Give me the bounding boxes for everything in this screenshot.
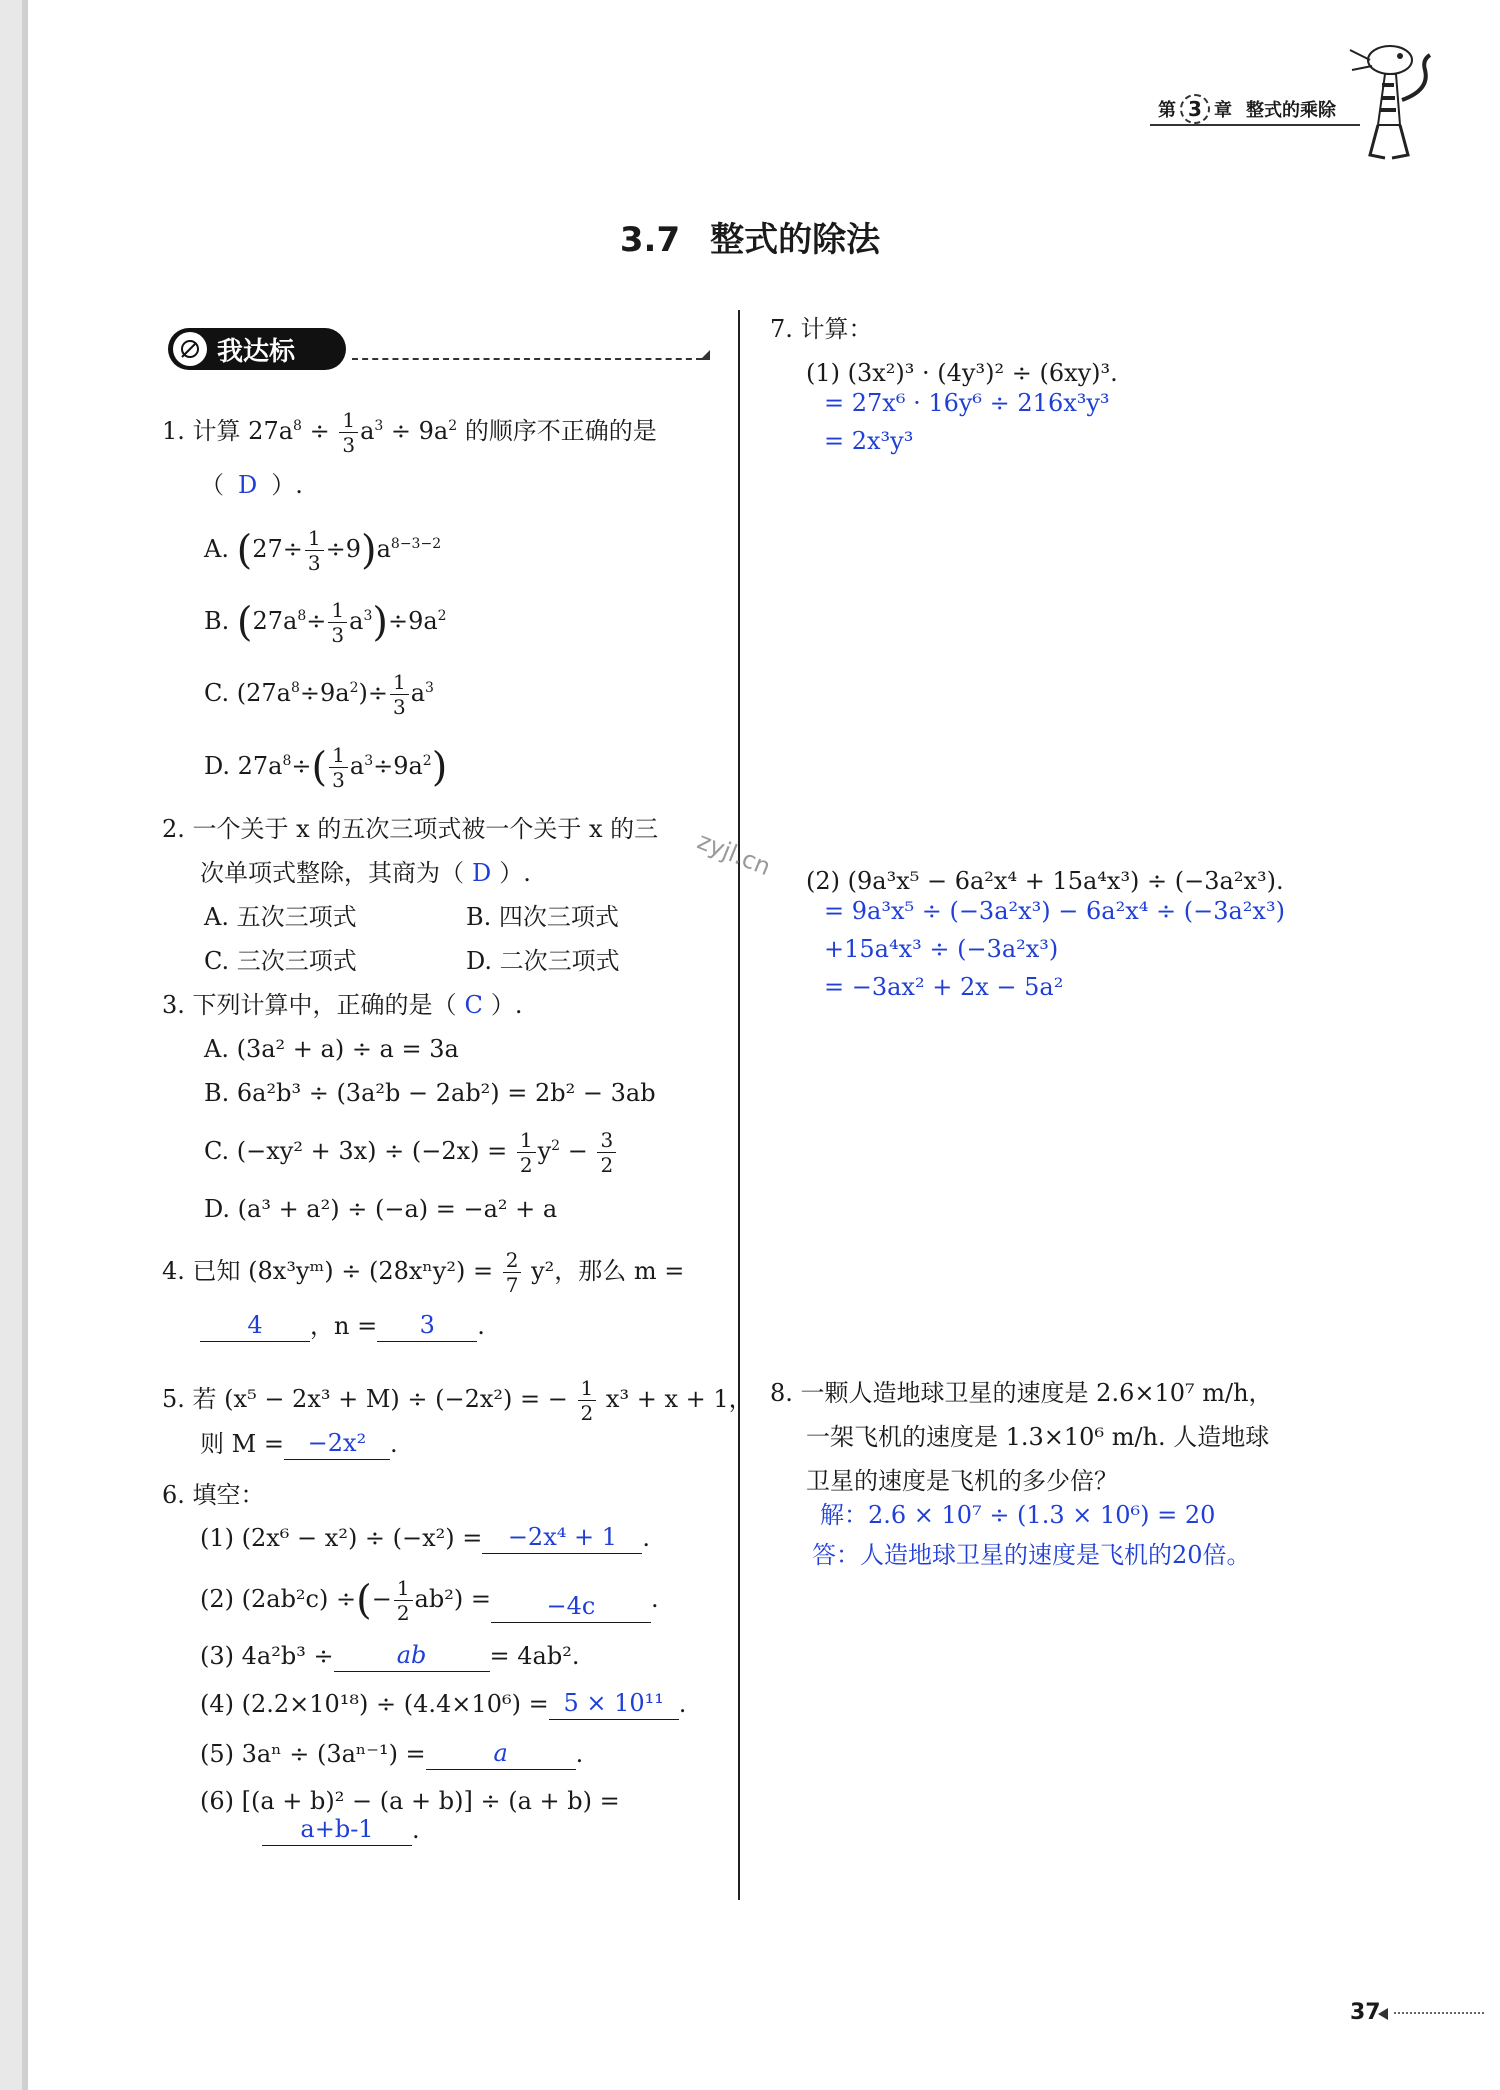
q5-line2: 则 M = −2x² .: [200, 1428, 398, 1460]
q1-option-b: B. ($27a^8\div$ $\frac{1}{3}$ $a^3)\div 9a^2$: [204, 598, 447, 647]
q1-stem: 1. 计算 $27a^8$ ÷ $\frac{1}{3}$ $a^3 \div 9a^2$ 的顺序不正确的是: [162, 408, 657, 457]
q4-answer-n: 3: [377, 1310, 477, 1342]
q3-option-d: D. (a³ + a²) ÷ (−a) = −a² + a: [204, 1195, 558, 1223]
q6-answer5: a: [426, 1738, 576, 1770]
q1-number: 1.: [162, 417, 185, 445]
page-edge-shadow: [22, 0, 28, 2090]
q7-step1-2: = 2x³y³: [824, 427, 914, 455]
tiger-mascot-icon: [1330, 30, 1450, 170]
q6-part6: (6) [(a + b)² − (a + b)] ÷ (a + b) =: [200, 1787, 620, 1815]
page-edge: [0, 0, 22, 2090]
q1-option-d: D. $27a^8\div$( $\frac{1}{3}$ $a^3\div 9a^2$): [204, 743, 448, 792]
q7-step2-2: +15a⁴x³ ÷ (−3a²x³): [824, 935, 1059, 963]
page-dash-line: [1394, 2012, 1484, 2014]
q3-option-b: B. 6a²b³ ÷ (3a²b − 2ab²) = 2b² − 3ab: [204, 1079, 656, 1107]
header-rule: [1150, 124, 1360, 126]
q2-option-d: D. 二次三项式: [466, 947, 620, 975]
q1-answer-line: （ D ）.: [200, 471, 303, 499]
q6-part6-answer-line: a+b-1 .: [262, 1814, 420, 1846]
q6-part2: (2) (2ab²c) ÷(− $\frac{1}{2}$ ab²) = −4c .: [200, 1576, 659, 1625]
q1-stem-a: 计算 27a: [192, 417, 294, 445]
q3-stem: 3. 下列计算中，正确的是（ C ）.: [162, 991, 523, 1019]
q4-answers: 4 ，n = 3 .: [200, 1310, 485, 1342]
badge-dash-line: [352, 358, 702, 360]
q2-option-a: A. 五次三项式: [204, 903, 357, 931]
q1-option-a: A. (27÷ $\frac{1}{3}$ $\div 9)a^{8-3-2}$: [204, 526, 442, 575]
q7-part1: (1) (3x²)³ · (4y³)² ÷ (6xy)³.: [806, 359, 1118, 387]
q2-line1: 2. 一个关于 x 的五次三项式被一个关于 x 的三: [162, 815, 659, 843]
q2-line2: 次单项式整除，其商为（ D ）.: [200, 859, 531, 887]
q2-answer: D: [472, 859, 492, 887]
q6-answer1: −2x⁴ + 1: [482, 1522, 642, 1554]
q8-line1: 8. 一颗人造地球卫星的速度是 2.6×10⁷ m/h，: [770, 1379, 1273, 1407]
q1-answer: D: [238, 471, 258, 499]
section-title: [0, 212, 1500, 261]
q6-part5: (5) 3aⁿ ÷ (3aⁿ⁻¹) = a .: [200, 1738, 583, 1770]
q6-title: 6. 填空：: [162, 1481, 265, 1509]
q7-step1-1: = 27x⁶ · 16y⁶ ÷ 216x³y³: [824, 389, 1110, 417]
q8-answer: 答：人造地球卫星的速度是飞机的20倍。: [812, 1541, 1251, 1569]
chapter-prefix: 第: [1158, 100, 1176, 121]
q3-option-a: A. (3a² + a) ÷ a = 3a: [204, 1035, 459, 1063]
chapter-header: [1158, 94, 1336, 124]
q7-step2-3: = −3ax² + 2x − 5a²: [824, 973, 1064, 1001]
q4-answer-m: 4: [200, 1310, 310, 1342]
chapter-suffix: 章: [1214, 100, 1232, 121]
column-divider: [738, 310, 740, 1900]
q6-answer3: ab: [334, 1640, 490, 1672]
q6-answer2: −4c: [491, 1591, 651, 1623]
target-icon: [173, 332, 207, 366]
badge-wodabiao: [168, 328, 346, 370]
q5-answer: −2x²: [284, 1428, 390, 1460]
q3-option-c: C. (−xy² + 3x) ÷ (−2x) = $\frac{1}{2}$ $y^2$ − $\frac{3}{2}$: [204, 1130, 618, 1175]
q7-step2-1: = 9a³x⁵ ÷ (−3a²x³) − 6a²x⁴ ÷ (−3a²x³): [824, 897, 1285, 925]
q5-stem: 5. 若 (x⁵ − 2x³ + M) ÷ (−2x²) = − $\frac{1}{2}$ x³ + x + 1，: [162, 1376, 753, 1425]
q6-answer4: 5 × 10¹¹: [549, 1688, 679, 1720]
q7-title: 7. 计算：: [770, 315, 873, 343]
q1-option-c: C. $(27a^8\div 9a^2)\div$ $\frac{1}{3}$ $a^3$: [204, 670, 434, 719]
q2-option-b: B. 四次三项式: [466, 903, 619, 931]
chapter-title: 整式的乘除: [1246, 100, 1336, 121]
q6-part1: (1) (2x⁶ − x²) ÷ (−x²) = −2x⁴ + 1 .: [200, 1522, 650, 1554]
q8-line3: 卫星的速度是飞机的多少倍？: [806, 1467, 1118, 1495]
page-number: 37: [1350, 2000, 1381, 2025]
q6-answer6: a+b-1: [262, 1814, 412, 1846]
section-name: 整式的除法: [710, 220, 881, 260]
frac-one-third: $\frac{1}{3}$: [339, 410, 358, 455]
section-number: 3.7: [619, 220, 681, 260]
q8-solution: 解：2.6 × 10⁷ ÷ (1.3 × 10⁶) = 20: [820, 1501, 1216, 1529]
q2-option-c: C. 三次三项式: [204, 947, 357, 975]
q7-part2: (2) (9a³x⁵ − 6a²x⁴ + 15a⁴x³) ÷ (−3a²x³).: [806, 867, 1284, 895]
q3-answer: C: [464, 991, 483, 1019]
chapter-number: 3: [1180, 94, 1210, 124]
page-arrow-icon: [1378, 2008, 1388, 2020]
dash-arrow-icon: [700, 350, 710, 360]
q8-line2: 一架飞机的速度是 1.3×10⁶ m/h. 人造地球: [806, 1423, 1270, 1451]
q6-part4: (4) (2.2×10¹⁸) ÷ (4.4×10⁶) = 5 × 10¹¹ .: [200, 1688, 686, 1720]
q4-stem: 4. 已知 (8x³yᵐ) ÷ (28xⁿy²) = $\frac{2}{7}$ y²，那么 m =: [162, 1248, 685, 1297]
q6-part3: (3) 4a²b³ ÷ ab = 4ab².: [200, 1640, 579, 1672]
q1-stem-b: 的顺序不正确的是: [464, 417, 657, 445]
badge-label: 我达标: [217, 336, 296, 367]
watermark: zyjl.cn: [693, 826, 775, 882]
